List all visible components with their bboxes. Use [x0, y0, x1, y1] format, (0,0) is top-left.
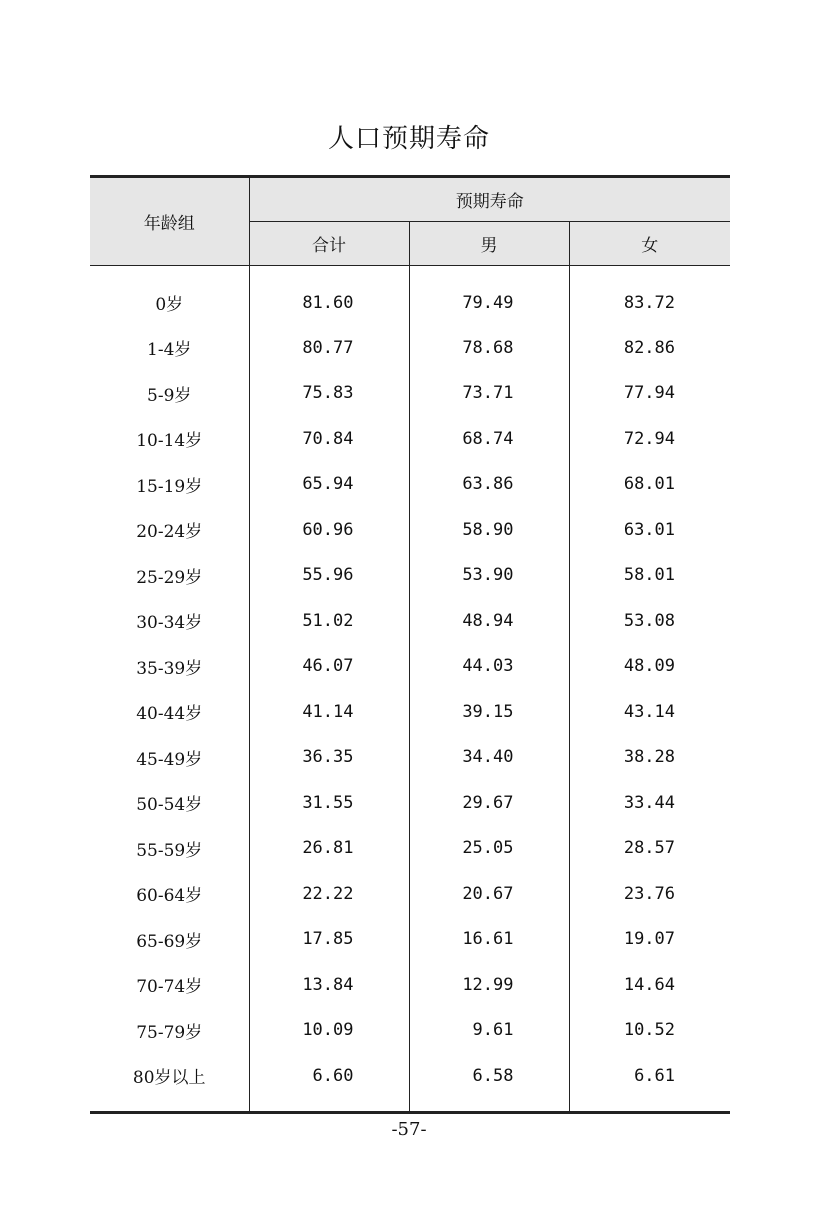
- male-value-cell: 78.68: [409, 325, 569, 371]
- total-value-cell: 17.85: [249, 917, 409, 963]
- table-row: [90, 371, 730, 417]
- header-age-group: 年龄组: [90, 177, 249, 266]
- age-group-cell: 5-9岁: [90, 371, 249, 417]
- total-value-cell: 51.02: [249, 598, 409, 644]
- male-value-cell: 29.67: [409, 780, 569, 826]
- age-group-cell: 75-79岁: [90, 1008, 249, 1054]
- total-value-cell: 65.94: [249, 462, 409, 508]
- male-value-cell: 48.94: [409, 598, 569, 644]
- female-value-cell: 10.52: [623, 1020, 676, 1041]
- female-value-cell: 72.94: [623, 428, 676, 449]
- table-row: [90, 1053, 730, 1112]
- total-value-cell: 36.35: [249, 735, 409, 781]
- age-group-cell: 45-49岁: [90, 735, 249, 781]
- table-row: [90, 598, 730, 644]
- total-value-cell: 55.96: [249, 553, 409, 599]
- table-header: [90, 177, 730, 266]
- table-body: [90, 266, 730, 1113]
- total-value-cell: 75.83: [249, 371, 409, 417]
- female-value-cell: 19.07: [623, 929, 676, 950]
- page-title: 人口预期寿命: [327, 124, 490, 154]
- male-value-cell: 9.61: [409, 1008, 569, 1054]
- male-value-cell: 79.49: [409, 266, 569, 326]
- female-value-cell: 77.94: [623, 383, 676, 404]
- female-value-cell: 28.57: [623, 838, 676, 859]
- total-value-cell: 26.81: [249, 826, 409, 872]
- table-row: [90, 917, 730, 963]
- female-value-cell: 58.01: [623, 565, 676, 586]
- total-value-cell: 13.84: [249, 962, 409, 1008]
- total-value-cell: 31.55: [249, 780, 409, 826]
- header-female: 女: [569, 222, 730, 266]
- table-row: [90, 689, 730, 735]
- age-group-cell: 0岁: [90, 266, 249, 326]
- female-value-cell: 82.86: [623, 337, 676, 358]
- header-life-expectancy: 预期寿命: [249, 177, 730, 222]
- female-value-cell: 83.72: [623, 292, 676, 313]
- total-value-cell: 80.77: [249, 325, 409, 371]
- life-expectancy-table-container: [90, 175, 730, 1114]
- male-value-cell: 20.67: [409, 871, 569, 917]
- total-value-cell: 81.60: [249, 266, 409, 326]
- table-row: [90, 780, 730, 826]
- male-value-cell: 25.05: [409, 826, 569, 872]
- female-value-cell: 23.76: [623, 883, 676, 904]
- table-row: [90, 462, 730, 508]
- female-value-cell: 68.01: [623, 474, 676, 495]
- female-value-cell: 63.01: [623, 519, 676, 540]
- table-row: [90, 325, 730, 371]
- table-row: [90, 962, 730, 1008]
- female-value-cell: 33.44: [623, 792, 676, 813]
- age-group-cell: 1-4岁: [90, 325, 249, 371]
- table-row: [90, 1008, 730, 1054]
- age-group-cell: 65-69岁: [90, 917, 249, 963]
- table-row: [90, 507, 730, 553]
- male-value-cell: 16.61: [409, 917, 569, 963]
- female-value-cell: 6.61: [634, 1065, 676, 1086]
- age-group-cell: 70-74岁: [90, 962, 249, 1008]
- age-group-cell: 25-29岁: [90, 553, 249, 599]
- male-value-cell: 6.58: [409, 1053, 569, 1112]
- life-expectancy-table: [90, 175, 730, 1114]
- total-value-cell: 22.22: [249, 871, 409, 917]
- total-value-cell: 41.14: [249, 689, 409, 735]
- age-group-cell: 60-64岁: [90, 871, 249, 917]
- age-group-cell: 50-54岁: [90, 780, 249, 826]
- table-row: [90, 416, 730, 462]
- page-number: -57-: [391, 1119, 427, 1140]
- male-value-cell: 73.71: [409, 371, 569, 417]
- age-group-cell: 15-19岁: [90, 462, 249, 508]
- total-value-cell: 46.07: [249, 644, 409, 690]
- table-row: [90, 735, 730, 781]
- header-total: 合计: [249, 222, 409, 266]
- age-group-cell: 35-39岁: [90, 644, 249, 690]
- male-value-cell: 68.74: [409, 416, 569, 462]
- table-row: [90, 871, 730, 917]
- total-value-cell: 6.60: [249, 1053, 409, 1112]
- male-value-cell: 58.90: [409, 507, 569, 553]
- total-value-cell: 70.84: [249, 416, 409, 462]
- age-group-cell: 55-59岁: [90, 826, 249, 872]
- total-value-cell: 10.09: [249, 1008, 409, 1054]
- female-value-cell: 14.64: [623, 974, 676, 995]
- male-value-cell: 63.86: [409, 462, 569, 508]
- header-male: 男: [409, 222, 569, 266]
- total-value-cell: 60.96: [249, 507, 409, 553]
- male-value-cell: 34.40: [409, 735, 569, 781]
- table-row: [90, 826, 730, 872]
- table-row: [90, 644, 730, 690]
- table-row: [90, 553, 730, 599]
- male-value-cell: 39.15: [409, 689, 569, 735]
- male-value-cell: 12.99: [409, 962, 569, 1008]
- female-value-cell: 48.09: [623, 656, 676, 677]
- age-group-cell: 80岁以上: [90, 1053, 249, 1112]
- age-group-cell: 20-24岁: [90, 507, 249, 553]
- female-value-cell: 38.28: [623, 747, 676, 768]
- female-value-cell: 53.08: [623, 610, 676, 631]
- female-value-cell: 43.14: [623, 701, 676, 722]
- male-value-cell: 44.03: [409, 644, 569, 690]
- age-group-cell: 30-34岁: [90, 598, 249, 644]
- male-value-cell: 53.90: [409, 553, 569, 599]
- table-row: [90, 266, 730, 326]
- age-group-cell: 40-44岁: [90, 689, 249, 735]
- age-group-cell: 10-14岁: [90, 416, 249, 462]
